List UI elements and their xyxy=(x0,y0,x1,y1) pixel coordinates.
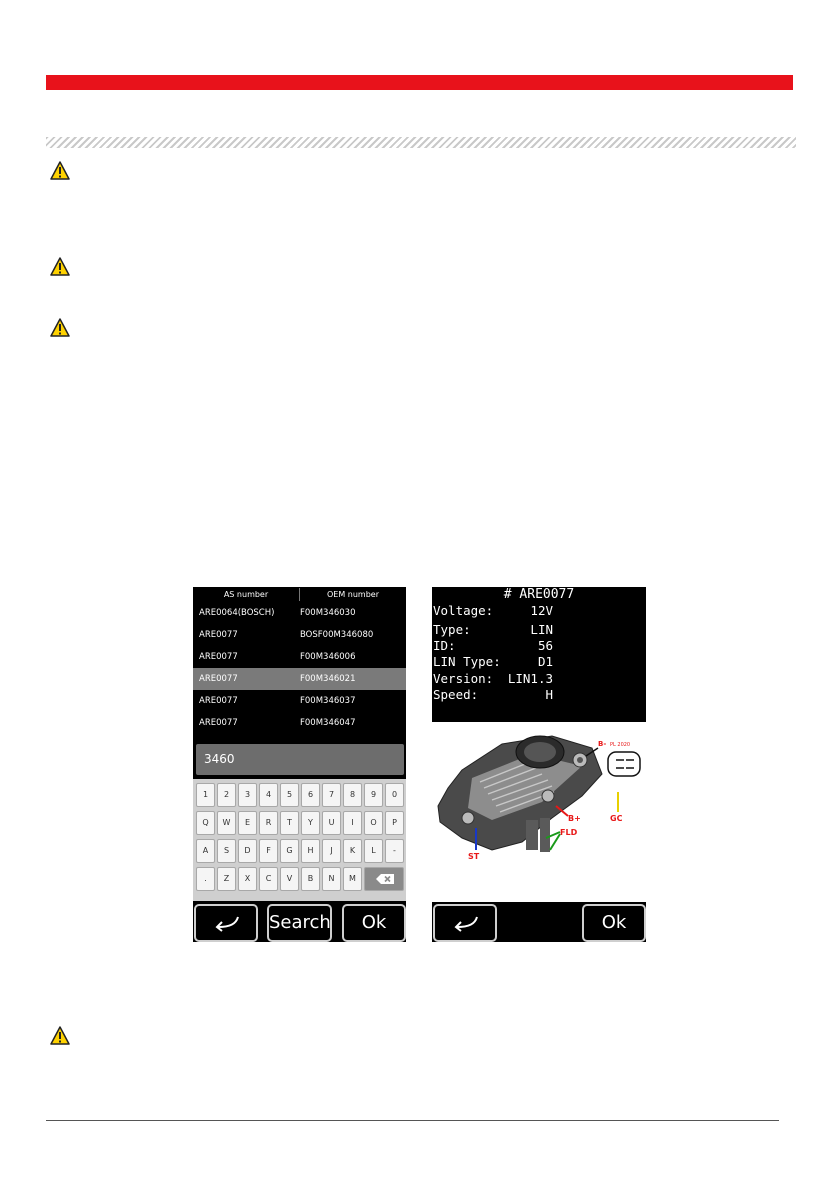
key-u[interactable]: U xyxy=(322,811,341,835)
key-9[interactable]: 9 xyxy=(364,783,383,807)
info-row-id xyxy=(433,638,553,654)
label-fld: FLD xyxy=(560,828,578,837)
oem-number-cell: BOSF00M346080 xyxy=(300,630,374,640)
table-row[interactable] xyxy=(193,690,406,712)
key-b[interactable]: B xyxy=(301,867,320,891)
oem-number-cell: F00M346030 xyxy=(300,608,356,618)
as-number-cell: ARE0064(BOSCH) xyxy=(199,608,275,618)
label-plug: PL 2020 xyxy=(610,742,631,748)
field-label: Speed: xyxy=(433,687,479,702)
regulator-image xyxy=(432,722,646,902)
key-j[interactable]: J xyxy=(322,839,341,863)
key-v[interactable]: V xyxy=(280,867,299,891)
table-row-selected[interactable] xyxy=(193,668,406,690)
key-k[interactable]: K xyxy=(343,839,362,863)
key-2[interactable]: 2 xyxy=(217,783,236,807)
key-7[interactable]: 7 xyxy=(322,783,341,807)
on-screen-keyboard xyxy=(193,779,406,901)
oem-number-cell: F00M346006 xyxy=(300,652,356,662)
field-label: LIN Type: xyxy=(433,654,501,669)
field-value: LIN1.3 xyxy=(507,671,553,686)
oem-number-cell: F00M346047 xyxy=(300,718,356,728)
backspace-key[interactable] xyxy=(364,867,404,891)
back-button[interactable] xyxy=(433,904,497,942)
label-b-plus: B+ xyxy=(568,814,581,823)
field-value: LIN xyxy=(530,622,553,637)
as-number-cell: ARE0077 xyxy=(199,718,238,728)
key-a[interactable]: A xyxy=(196,839,215,863)
key-3[interactable]: 3 xyxy=(238,783,257,807)
key-s[interactable]: S xyxy=(217,839,236,863)
info-row-version xyxy=(433,671,553,687)
search-screen xyxy=(193,587,406,942)
key-period[interactable]: . xyxy=(196,867,215,891)
column-header-oem-number[interactable]: OEM number xyxy=(326,590,380,599)
table-row[interactable] xyxy=(193,624,406,646)
key-n[interactable]: N xyxy=(322,867,341,891)
key-i[interactable]: I xyxy=(343,811,362,835)
key-l[interactable]: L xyxy=(364,839,383,863)
table-row[interactable] xyxy=(193,602,406,624)
key-t[interactable]: T xyxy=(280,811,299,835)
field-label: Voltage: xyxy=(433,603,494,618)
warning-icon xyxy=(50,161,70,180)
search-button[interactable]: Search xyxy=(267,904,332,942)
ok-button[interactable]: Ok xyxy=(582,904,646,942)
warning-icon xyxy=(50,318,70,337)
key-h[interactable]: H xyxy=(301,839,320,863)
as-number-cell: ARE0077 xyxy=(199,652,238,662)
table-row[interactable] xyxy=(193,712,406,734)
ok-button[interactable]: Ok xyxy=(342,904,406,942)
key-o[interactable]: O xyxy=(364,811,383,835)
key-e[interactable]: E xyxy=(238,811,257,835)
regulator-diagram xyxy=(432,722,646,902)
section-divider xyxy=(46,137,796,148)
search-input[interactable]: 3460 xyxy=(196,744,404,775)
column-header-as-number[interactable]: AS number xyxy=(223,590,269,599)
key-1[interactable]: 1 xyxy=(196,783,215,807)
field-value: H xyxy=(545,687,553,702)
table-header xyxy=(193,587,406,602)
back-button[interactable] xyxy=(194,904,258,942)
key-c[interactable]: C xyxy=(259,867,278,891)
backspace-icon xyxy=(375,873,395,885)
key-p[interactable]: P xyxy=(385,811,404,835)
back-arrow-icon xyxy=(212,914,242,934)
key-0[interactable]: 0 xyxy=(385,783,404,807)
oem-number-cell: F00M346037 xyxy=(300,696,356,706)
header-red-bar xyxy=(46,75,793,90)
key-q[interactable]: Q xyxy=(196,811,215,835)
key-g[interactable]: G xyxy=(280,839,299,863)
oem-number-cell: F00M346021 xyxy=(300,674,356,684)
key-5[interactable]: 5 xyxy=(280,783,299,807)
key-m[interactable]: M xyxy=(343,867,362,891)
label-st: ST xyxy=(468,852,480,861)
key-f[interactable]: F xyxy=(259,839,278,863)
key-8[interactable]: 8 xyxy=(343,783,362,807)
key-dash[interactable]: - xyxy=(385,839,404,863)
field-label: ID: xyxy=(433,638,456,653)
key-r[interactable]: R xyxy=(259,811,278,835)
warning-icon xyxy=(50,1026,70,1045)
field-value: 56 xyxy=(537,638,553,653)
as-number-cell: ARE0077 xyxy=(199,630,238,640)
label-gc: GC xyxy=(610,814,623,823)
as-number-cell: ARE0077 xyxy=(199,674,238,684)
key-w[interactable]: W xyxy=(217,811,236,835)
as-number-cell: ARE0077 xyxy=(199,696,238,706)
field-value: 12V xyxy=(530,603,553,618)
field-label: Version: xyxy=(433,671,494,686)
key-4[interactable]: 4 xyxy=(259,783,278,807)
key-6[interactable]: 6 xyxy=(301,783,320,807)
info-row-lin-type xyxy=(433,654,553,670)
info-row-voltage xyxy=(433,603,553,619)
part-number-title: # ARE0077 xyxy=(503,587,575,602)
info-row-speed xyxy=(433,687,553,703)
info-row-type xyxy=(433,622,553,638)
key-y[interactable]: Y xyxy=(301,811,320,835)
warning-icon xyxy=(50,257,70,276)
field-label: Type: xyxy=(433,622,471,637)
details-screen xyxy=(432,587,646,942)
field-value: D1 xyxy=(537,654,553,669)
footer-rule xyxy=(46,1120,779,1121)
key-z[interactable]: Z xyxy=(217,867,236,891)
table-row[interactable] xyxy=(193,646,406,668)
key-x[interactable]: X xyxy=(238,867,257,891)
key-d[interactable]: D xyxy=(238,839,257,863)
back-arrow-icon xyxy=(451,914,481,934)
label-b-minus: B- xyxy=(598,740,607,748)
